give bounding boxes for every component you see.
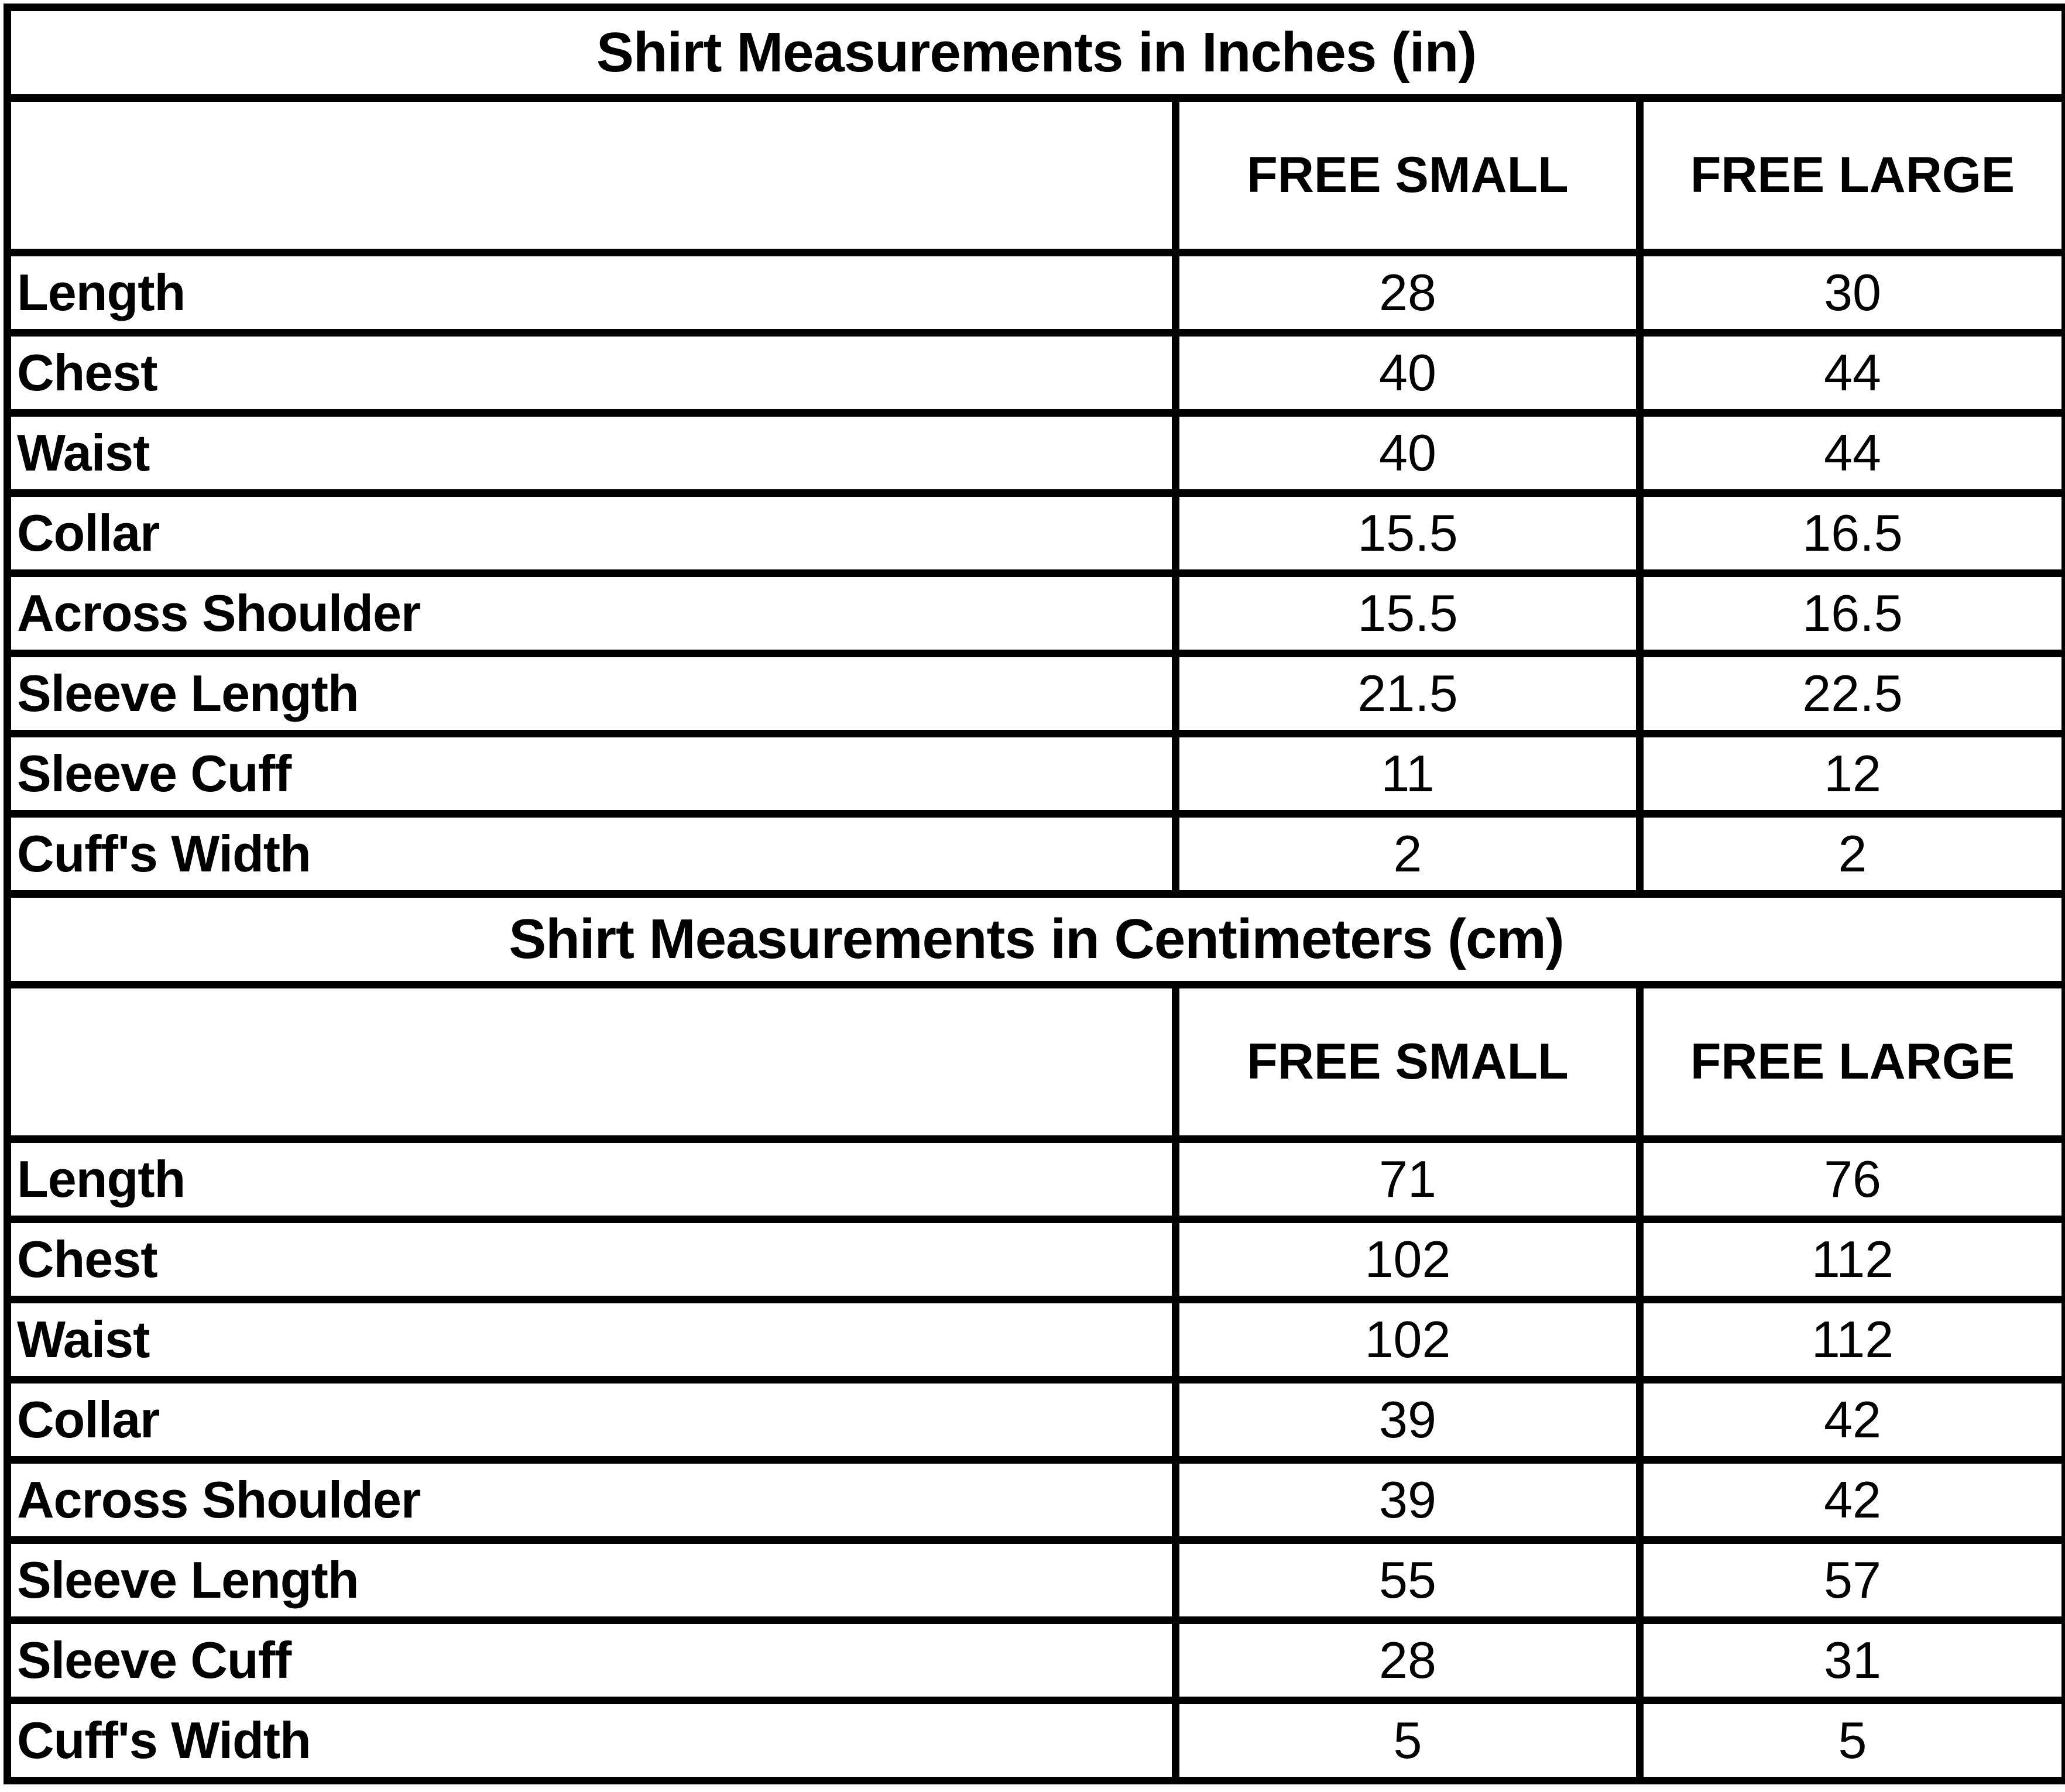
row-label: Cuff's Width (8, 814, 1176, 894)
free-large-value: 16.5 (1640, 493, 2065, 574)
free-small-value: 21.5 (1176, 654, 1640, 734)
row-label: Sleeve Length (8, 1540, 1176, 1621)
row-label: Chest (8, 333, 1176, 413)
row-label: Collar (8, 493, 1176, 574)
row-label: Sleeve Cuff (8, 1621, 1176, 1701)
inches-title-row (8, 8, 2065, 98)
inches-header-free-large: FREE LARGE (1640, 98, 2065, 253)
free-small-value: 102 (1176, 1220, 1640, 1300)
free-small-value: 39 (1176, 1380, 1640, 1460)
free-small-value: 28 (1176, 1621, 1640, 1701)
table-row (8, 253, 2065, 333)
cm-title-row (8, 894, 2065, 985)
free-small-value: 71 (1176, 1139, 1640, 1220)
free-small-value: 55 (1176, 1540, 1640, 1621)
free-large-value: 22.5 (1640, 654, 2065, 734)
free-small-value: 39 (1176, 1460, 1640, 1540)
inches-header-free-small: FREE SMALL (1176, 98, 1640, 253)
table-row (8, 1460, 2065, 1540)
free-large-value: 12 (1640, 734, 2065, 814)
free-large-value: 42 (1640, 1460, 2065, 1540)
row-label: Length (8, 253, 1176, 333)
free-large-value: 76 (1640, 1139, 2065, 1220)
free-large-value: 2 (1640, 814, 2065, 894)
table-row (8, 1701, 2065, 1781)
free-small-value: 15.5 (1176, 574, 1640, 654)
free-small-value: 102 (1176, 1300, 1640, 1380)
row-label: Chest (8, 1220, 1176, 1300)
free-small-value: 15.5 (1176, 493, 1640, 574)
table-row (8, 1621, 2065, 1701)
row-label: Sleeve Length (8, 654, 1176, 734)
row-label: Waist (8, 413, 1176, 493)
table-row (8, 333, 2065, 413)
table-row (8, 814, 2065, 894)
row-label: Across Shoulder (8, 574, 1176, 654)
table-row (8, 654, 2065, 734)
free-small-value: 40 (1176, 413, 1640, 493)
row-label: Length (8, 1139, 1176, 1220)
table-row (8, 413, 2065, 493)
table-row (8, 1300, 2065, 1380)
cm-header-free-large: FREE LARGE (1640, 985, 2065, 1139)
free-small-value: 11 (1176, 734, 1640, 814)
free-large-value: 44 (1640, 413, 2065, 493)
cm-header-free-small: FREE SMALL (1176, 985, 1640, 1139)
cm-section-title: Shirt Measurements in Centimeters (cm) (8, 894, 2065, 985)
free-small-value: 28 (1176, 253, 1640, 333)
table-row (8, 734, 2065, 814)
inches-section-title: Shirt Measurements in Inches (in) (8, 8, 2065, 98)
inches-header-blank (8, 98, 1176, 253)
row-label: Across Shoulder (8, 1460, 1176, 1540)
table-row (8, 1380, 2065, 1460)
table-row (8, 1540, 2065, 1621)
table-row (8, 1139, 2065, 1220)
table-row (8, 574, 2065, 654)
free-large-value: 112 (1640, 1220, 2065, 1300)
size-chart-table (4, 4, 2065, 1784)
row-label: Sleeve Cuff (8, 734, 1176, 814)
cm-header-row (8, 985, 2065, 1139)
cm-header-blank (8, 985, 1176, 1139)
free-large-value: 30 (1640, 253, 2065, 333)
inches-header-row (8, 98, 2065, 253)
free-large-value: 44 (1640, 333, 2065, 413)
table-row (8, 493, 2065, 574)
free-small-value: 5 (1176, 1701, 1640, 1781)
row-label: Waist (8, 1300, 1176, 1380)
row-label: Collar (8, 1380, 1176, 1460)
free-large-value: 5 (1640, 1701, 2065, 1781)
free-small-value: 2 (1176, 814, 1640, 894)
free-large-value: 57 (1640, 1540, 2065, 1621)
free-small-value: 40 (1176, 333, 1640, 413)
free-large-value: 31 (1640, 1621, 2065, 1701)
free-large-value: 42 (1640, 1380, 2065, 1460)
row-label: Cuff's Width (8, 1701, 1176, 1781)
free-large-value: 16.5 (1640, 574, 2065, 654)
table-row (8, 1220, 2065, 1300)
free-large-value: 112 (1640, 1300, 2065, 1380)
